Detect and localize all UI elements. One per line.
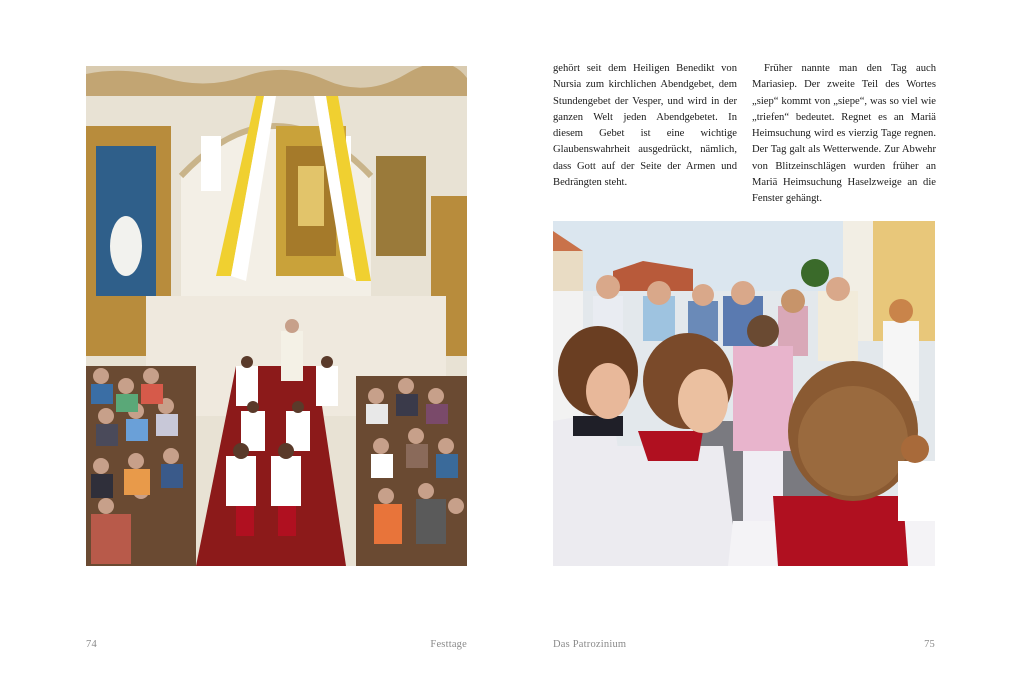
left-running-head: Festtage xyxy=(430,639,467,650)
left-page-number: 74 xyxy=(86,639,97,650)
right-running-head: Das Patrozinium xyxy=(553,639,627,650)
altar-servers-image xyxy=(553,221,935,566)
paragraph: Früher nannte man den Tag auch Mariasiep. Der zweite Teil des Wortes „siep“ kommt von „siepe“, was so viel wie „triefen“ bedeutet. Regnet es an Mariä Heimsuchung wird es vierzig Tage regnen. Der Tag galt als Wetterwende. Zur Abwehr von Blitzeinschlägen wurden früher an Mariä Heimsuchung Haselzweige an die Fenster gehängt. xyxy=(752,63,936,205)
right-page-number: 75 xyxy=(924,639,935,650)
altar-servers-photo xyxy=(553,221,935,566)
church-interior-photo xyxy=(86,66,467,566)
left-page xyxy=(0,0,510,681)
church-interior-image xyxy=(86,66,467,566)
paragraph: gehört seit dem Heiligen Benedikt von Nursia zum kirchlichen Abendgebet, dem Stundengebet der Vesper, und wird in der ganzen Welt jeden Abendgebetet. In diesem Gebet ist eine wichtige Glaubenswahrheit ausgedrückt, nämlich, dass Gott auf der Seite der Armen und Bedrängten steht. xyxy=(553,63,737,189)
right-page xyxy=(510,0,1021,681)
body-text-column-1 xyxy=(553,61,737,191)
body-text-column-2 xyxy=(752,61,936,208)
